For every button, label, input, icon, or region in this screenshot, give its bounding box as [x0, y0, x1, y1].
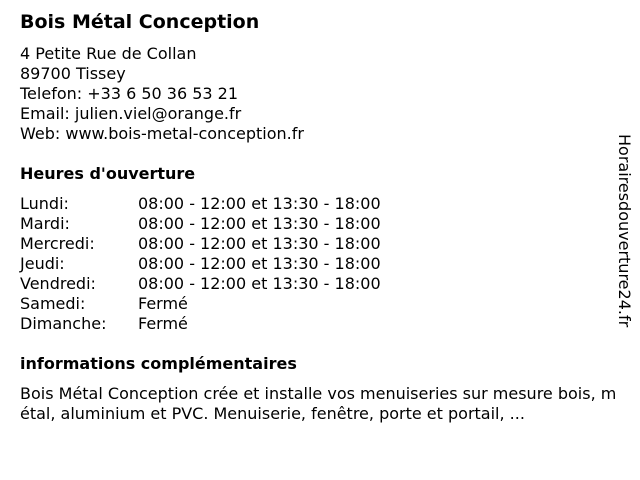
day-label: Jeudi: [20, 254, 65, 273]
hours-row-friday [20, 274, 381, 294]
site-watermark [612, 134, 636, 344]
email-address: Email: julien.viel@orange.fr [20, 104, 242, 123]
address-city: 89700 Tissey [20, 64, 126, 83]
day-hours: Fermé [138, 314, 188, 333]
hours-row-saturday [20, 294, 381, 314]
contact-block [20, 44, 304, 144]
business-name: Bois Métal Conception [20, 11, 260, 33]
day-hours: 08:00 - 12:00 et 13:30 - 18:00 [138, 194, 381, 213]
day-hours: 08:00 - 12:00 et 13:30 - 18:00 [138, 274, 381, 293]
day-label: Lundi: [20, 194, 69, 213]
additional-info-heading: informations complémentaires [20, 354, 297, 373]
day-label: Samedi: [20, 294, 86, 313]
day-hours: 08:00 - 12:00 et 13:30 - 18:00 [138, 234, 381, 253]
watermark-text: Horairesdouverture24.fr [615, 134, 634, 328]
address-street: 4 Petite Rue de Collan [20, 44, 197, 63]
day-hours: 08:00 - 12:00 et 13:30 - 18:00 [138, 254, 381, 273]
day-label: Mardi: [20, 214, 70, 233]
website: Web: www.bois-metal-conception.fr [20, 124, 304, 143]
opening-hours-heading: Heures d'ouverture [20, 164, 196, 183]
day-hours: 08:00 - 12:00 et 13:30 - 18:00 [138, 214, 381, 233]
day-label: Dimanche: [20, 314, 107, 333]
hours-row-tuesday [20, 214, 381, 234]
day-hours: Fermé [138, 294, 188, 313]
opening-hours-table [20, 194, 381, 334]
hours-row-thursday [20, 254, 381, 274]
phone-number: Telefon: +33 6 50 36 53 21 [20, 84, 239, 103]
hours-row-monday [20, 194, 381, 214]
hours-row-wednesday [20, 234, 381, 254]
additional-info-text: Bois Métal Conception crée et installe vos menuiseries sur mesure bois, métal, aluminium et PVC. Menuiserie, fenêtre, porte et portail, ... [20, 384, 617, 423]
day-label: Mercredi: [20, 234, 95, 253]
hours-row-sunday [20, 314, 381, 334]
day-label: Vendredi: [20, 274, 96, 293]
